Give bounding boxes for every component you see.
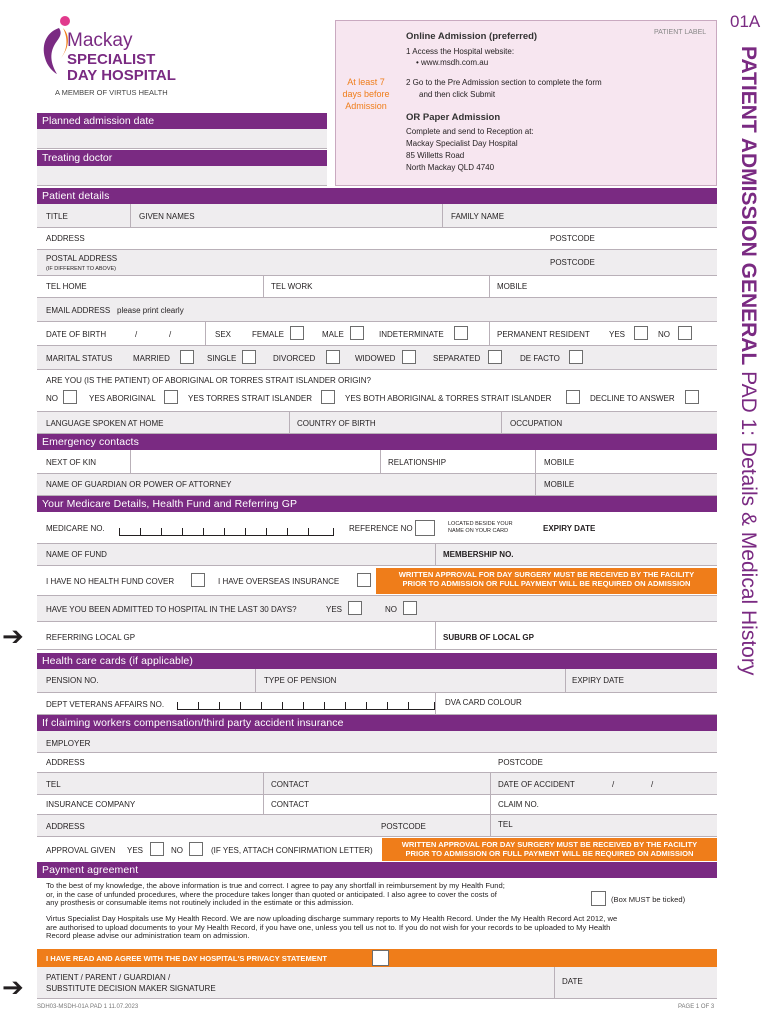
mobile-label: MOBILE <box>497 282 528 291</box>
tel-home-label: TEL HOME <box>46 282 87 291</box>
online-step2b: and then click Submit <box>419 90 496 99</box>
signature-date-label: DATE <box>562 977 583 986</box>
dob-slash-2: / <box>169 330 172 339</box>
origin-no-label: NO <box>46 394 58 403</box>
row-marital[interactable] <box>37 346 717 370</box>
cards-header: Health care cards (if applicable) <box>37 653 717 669</box>
indeterminate-checkbox[interactable] <box>454 326 468 340</box>
family-name-label: FAMILY NAME <box>451 212 505 221</box>
row-insurer-address[interactable] <box>37 815 717 837</box>
footer-page: PAGE 1 OF 3 <box>678 1004 715 1010</box>
perm-yes-label: YES <box>609 330 626 339</box>
perm-no-checkbox[interactable] <box>678 326 692 340</box>
paper-line1: Complete and send to Reception at: <box>406 127 534 136</box>
widowed-checkbox[interactable] <box>402 350 416 364</box>
row-language[interactable] <box>37 412 717 434</box>
row-insurer[interactable] <box>37 795 717 815</box>
reference-no-label: REFERENCE NO <box>349 524 413 533</box>
row-gp[interactable] <box>37 622 717 650</box>
origin-ts-label: YES TORRES STRAIT ISLANDER <box>188 394 313 403</box>
given-names-label: GIVEN NAMES <box>139 212 195 221</box>
claim-no-label: CLAIM NO. <box>498 800 539 809</box>
male-label: MALE <box>322 330 344 339</box>
row-email[interactable] <box>37 298 717 322</box>
row-cover[interactable] <box>37 566 717 596</box>
paper-line2: Mackay Specialist Day Hospital <box>406 139 518 148</box>
row-phone[interactable] <box>37 276 717 298</box>
payment-agree-checkbox[interactable] <box>591 891 606 906</box>
workers-approval-warning <box>382 838 717 861</box>
perm-no-label: NO <box>658 330 670 339</box>
row-origin[interactable] <box>37 370 717 412</box>
insurer-address-label: ADDRESS <box>46 822 85 831</box>
occupation-label: OCCUPATION <box>510 419 563 428</box>
logo-line1: Mackay <box>67 30 133 51</box>
admitted-no-label: NO <box>385 605 397 614</box>
row-work-tel[interactable] <box>37 773 717 795</box>
defacto-checkbox[interactable] <box>569 350 583 364</box>
admitted-yes-checkbox[interactable] <box>348 601 362 615</box>
accident-slash-2: / <box>651 780 654 789</box>
online-step1-url[interactable]: • www.msdh.com.au <box>416 58 489 67</box>
row-medicare[interactable] <box>37 512 717 544</box>
insurer-label: INSURANCE COMPANY <box>46 800 136 809</box>
perm-yes-checkbox[interactable] <box>634 326 648 340</box>
reference-no-box[interactable] <box>415 520 435 536</box>
postal-address-label: POSTAL ADDRESS <box>46 254 118 263</box>
divorced-label: DIVORCED <box>273 354 316 363</box>
paper-title: OR Paper Admission <box>406 112 501 123</box>
payment-p1a: To the best of my knowledge, the above information is true and correct. I agree to pay any shortfall in reimbursement by my Health Fund; <box>46 881 505 890</box>
origin-decline-checkbox[interactable] <box>685 390 699 404</box>
privacy-statement-label: I HAVE READ AND AGREE WITH THE DAY HOSPITAL'S PRIVACY STATEMENT <box>46 954 327 963</box>
pension-expiry-label: EXPIRY DATE <box>572 676 625 685</box>
dob-slash-1: / <box>135 330 138 339</box>
workers-warning-line2: PRIOR TO ADMISSION OR FULL PAYMENT WILL BE REQUIRED ON ADMISSION <box>405 849 694 858</box>
origin-both-checkbox[interactable] <box>566 390 580 404</box>
divorced-checkbox[interactable] <box>326 350 340 364</box>
patient-label-area: PATIENT LABEL <box>654 29 707 36</box>
female-checkbox[interactable] <box>290 326 304 340</box>
form-title-light: PAD 1: Details & Medical History <box>737 365 760 676</box>
address-label: ADDRESS <box>46 234 85 243</box>
single-label: SINGLE <box>207 354 237 363</box>
sex-label: SEX <box>215 330 232 339</box>
planned-date-header: Planned admission date <box>37 113 327 129</box>
admission-note: At least 7 days before Admission <box>342 77 390 111</box>
nok-mobile-label: MOBILE <box>544 458 575 467</box>
admitted-yes-label: YES <box>326 605 343 614</box>
marital-label: MARITAL STATUS <box>46 354 113 363</box>
membership-label: MEMBERSHIP NO. <box>443 550 514 559</box>
work-postcode-label: POSTCODE <box>498 758 543 767</box>
payment-header: Payment agreement <box>37 862 717 878</box>
pension-type-label: TYPE OF PENSION <box>264 676 337 685</box>
language-label: LANGUAGE SPOKEN AT HOME <box>46 419 164 428</box>
payment-p1b: or, in the case of unfunded procedures, where the procedure takes longer than quoted or anticipated. I also agree to cover the costs of <box>46 889 497 899</box>
payment-p1c: any prosthesis or consumable items not routinely included in the estimate or this admission. <box>46 898 354 907</box>
logo-line2: SPECIALIST <box>67 51 156 68</box>
payment-box-note: (Box MUST be ticked) <box>611 895 686 904</box>
row-name[interactable] <box>37 204 717 228</box>
separated-checkbox[interactable] <box>488 350 502 364</box>
ref-note-1: LOCATED BESIDE YOUR <box>448 521 513 527</box>
gp-label: REFERRING LOCAL GP <box>46 633 136 642</box>
indeterminate-label: INDETERMINATE <box>379 330 444 339</box>
paper-line4: North Mackay QLD 4740 <box>406 163 495 172</box>
email-note: please print clearly <box>117 306 184 315</box>
row-employer[interactable] <box>37 731 717 753</box>
origin-aboriginal-label: YES ABORIGINAL <box>89 394 156 403</box>
single-checkbox[interactable] <box>242 350 256 364</box>
approval-yes-checkbox[interactable] <box>150 842 164 856</box>
patient-details-header: Patient details <box>37 188 717 204</box>
work-contact-label: CONTACT <box>271 780 310 789</box>
emergency-header: Emergency contacts <box>37 434 717 450</box>
mhr-p2c: Record please advise our administration team on admission. <box>46 931 250 940</box>
signature-label-1: PATIENT / PARENT / GUARDIAN / <box>46 973 171 982</box>
postal-note: (IF DIFFERENT TO ABOVE) <box>46 266 116 272</box>
guardian-label: NAME OF GUARDIAN OR POWER OF ATTORNEY <box>46 480 232 489</box>
origin-no-checkbox[interactable] <box>63 390 77 404</box>
female-label: FEMALE <box>252 330 285 339</box>
online-step2a: 2 Go to the Pre Admission section to complete the form <box>406 78 602 87</box>
fund-approval-warning <box>376 568 717 594</box>
origin-aboriginal-checkbox[interactable] <box>164 390 178 404</box>
row-dva[interactable] <box>37 693 717 715</box>
privacy-bar <box>37 949 717 967</box>
mhr-p2b: are authorised to upload documents to your My Health Record, if you have one, unless you tell us not to. If you do not wish for your records to be uploaded to My Health <box>46 922 611 932</box>
row-nok[interactable] <box>37 450 717 474</box>
widowed-label: WIDOWED <box>355 354 396 363</box>
postal-postcode-label: POSTCODE <box>550 258 595 267</box>
row-admitted[interactable] <box>37 596 717 622</box>
work-address-label: ADDRESS <box>46 758 85 767</box>
attach-note: (IF YES, ATTACH CONFIRMATION LETTER) <box>211 846 373 855</box>
row-dob-sex[interactable] <box>37 322 717 346</box>
accident-slash-1: / <box>612 780 615 789</box>
admission-info-box <box>335 20 717 186</box>
insurer-contact-label: CONTACT <box>271 800 310 809</box>
form-title-bold: PATIENT ADMISSION GENERAL <box>737 46 760 366</box>
row-work-address[interactable] <box>37 753 717 773</box>
separated-label: SEPARATED <box>433 354 481 363</box>
dva-colour-label: DVA CARD COLOUR <box>445 698 522 707</box>
workers-header: If claiming workers compensation/third party accident insurance <box>37 715 717 731</box>
row-postal[interactable] <box>37 250 717 276</box>
footer-code: SDH03-MSDH-01A PAD 1 11.07.2023 <box>37 1004 139 1010</box>
medicare-header: Your Medicare Details, Health Fund and Referring GP <box>37 496 717 512</box>
logo-tagline: A MEMBER OF VIRTUS HEALTH <box>55 88 168 97</box>
origin-ts-checkbox[interactable] <box>321 390 335 404</box>
form-code: 01A <box>730 12 761 31</box>
approval-no-label: NO <box>171 846 183 855</box>
my-health-record-text <box>46 915 716 941</box>
treating-doctor-header: Treating doctor <box>37 150 327 166</box>
married-checkbox[interactable] <box>180 350 194 364</box>
no-cover-checkbox[interactable] <box>191 573 205 587</box>
medicare-expiry-label: EXPIRY DATE <box>543 524 596 533</box>
logo <box>37 14 217 99</box>
tel-work-label: TEL WORK <box>271 282 313 291</box>
row-signature[interactable] <box>37 967 717 999</box>
insurer-tel-label: TEL <box>498 820 513 829</box>
title-label: TITLE <box>46 212 68 221</box>
online-title: Online Admission (preferred) <box>406 31 538 42</box>
mhr-p2a: Virtus Specialist Day Hospitals use My Health Record. We are now uploading discharge summary reports to My Health Record. Under the My Health Record Act 2012, we <box>46 914 618 923</box>
guardian-mobile-label: MOBILE <box>544 480 575 489</box>
relationship-label: RELATIONSHIP <box>388 458 447 467</box>
fund-warning-line2: PRIOR TO ADMISSION OR FULL PAYMENT WILL BE REQUIRED ON ADMISSION <box>402 579 691 588</box>
admitted-no-checkbox[interactable] <box>403 601 417 615</box>
insurer-postcode-label: POSTCODE <box>381 822 426 831</box>
origin-both-label: YES BOTH ABORIGINAL & TORRES STRAIT ISLANDER <box>345 394 552 403</box>
email-label: EMAIL ADDRESS <box>46 306 111 315</box>
defacto-label: DE FACTO <box>520 354 560 363</box>
employer-label: EMPLOYER <box>46 739 91 748</box>
signature-label-2: SUBSTITUTE DECISION MAKER SIGNATURE <box>46 984 216 993</box>
form-title-vertical <box>736 46 760 675</box>
male-checkbox[interactable] <box>350 326 364 340</box>
approval-no-checkbox[interactable] <box>189 842 203 856</box>
arrow-gp: ➔ <box>2 621 24 651</box>
row-pension[interactable] <box>37 669 717 693</box>
logo-line3: DAY HOSPITAL <box>67 67 176 84</box>
overseas-label: I HAVE OVERSEAS INSURANCE <box>218 577 340 586</box>
country-label: COUNTRY OF BIRTH <box>297 419 376 428</box>
admitted-label: HAVE YOU BEEN ADMITTED TO HOSPITAL IN THE LAST 30 DAYS? <box>46 605 297 614</box>
no-cover-label: I HAVE NO HEALTH FUND COVER <box>46 577 175 586</box>
overseas-checkbox[interactable] <box>357 573 371 587</box>
approval-label: APPROVAL GIVEN <box>46 846 116 855</box>
row-address[interactable] <box>37 228 717 250</box>
row-approval[interactable] <box>37 837 717 863</box>
fund-warning-line1: WRITTEN APPROVAL FOR DAY SURGERY MUST BE RECEIVED BY THE FACILITY <box>398 570 695 579</box>
row-guardian[interactable] <box>37 474 717 496</box>
fund-label: NAME OF FUND <box>46 550 107 559</box>
approval-yes-label: YES <box>127 846 144 855</box>
accident-date-label: DATE OF ACCIDENT <box>498 780 575 789</box>
ref-note-2: NAME ON YOUR CARD <box>448 528 509 534</box>
dob-label: DATE OF BIRTH <box>46 330 107 339</box>
workers-warning-line1: WRITTEN APPROVAL FOR DAY SURGERY MUST BE RECEIVED BY THE FACILITY <box>401 840 698 849</box>
gp-suburb-label: SUBURB OF LOCAL GP <box>443 633 534 642</box>
perm-resident-label: PERMANENT RESIDENT <box>497 330 590 339</box>
dva-digit-boxes[interactable] <box>177 700 435 710</box>
nok-label: NEXT OF KIN <box>46 458 97 467</box>
postcode-label: POSTCODE <box>550 234 595 243</box>
married-label: MARRIED <box>133 354 170 363</box>
work-tel-label: TEL <box>46 780 61 789</box>
paper-line3: 85 Willetts Road <box>406 151 465 160</box>
dva-label: DEPT VETERANS AFFAIRS NO. <box>46 700 165 709</box>
privacy-checkbox[interactable] <box>372 950 389 966</box>
pension-label: PENSION NO. <box>46 676 99 685</box>
treating-doctor-field[interactable] <box>37 166 327 186</box>
planned-date-field[interactable] <box>37 129 327 149</box>
arrow-signature: ➔ <box>2 972 24 1002</box>
origin-decline-label: DECLINE TO ANSWER <box>590 394 675 403</box>
origin-question: ARE YOU (IS THE PATIENT) OF ABORIGINAL OR TORRES STRAIT ISLANDER ORIGIN? <box>46 376 371 385</box>
medicare-digit-boxes[interactable] <box>119 526 334 536</box>
row-fund[interactable] <box>37 544 717 566</box>
medicare-no-label: MEDICARE NO. <box>46 524 105 533</box>
online-step1: 1 Access the Hospital website: <box>406 47 515 56</box>
